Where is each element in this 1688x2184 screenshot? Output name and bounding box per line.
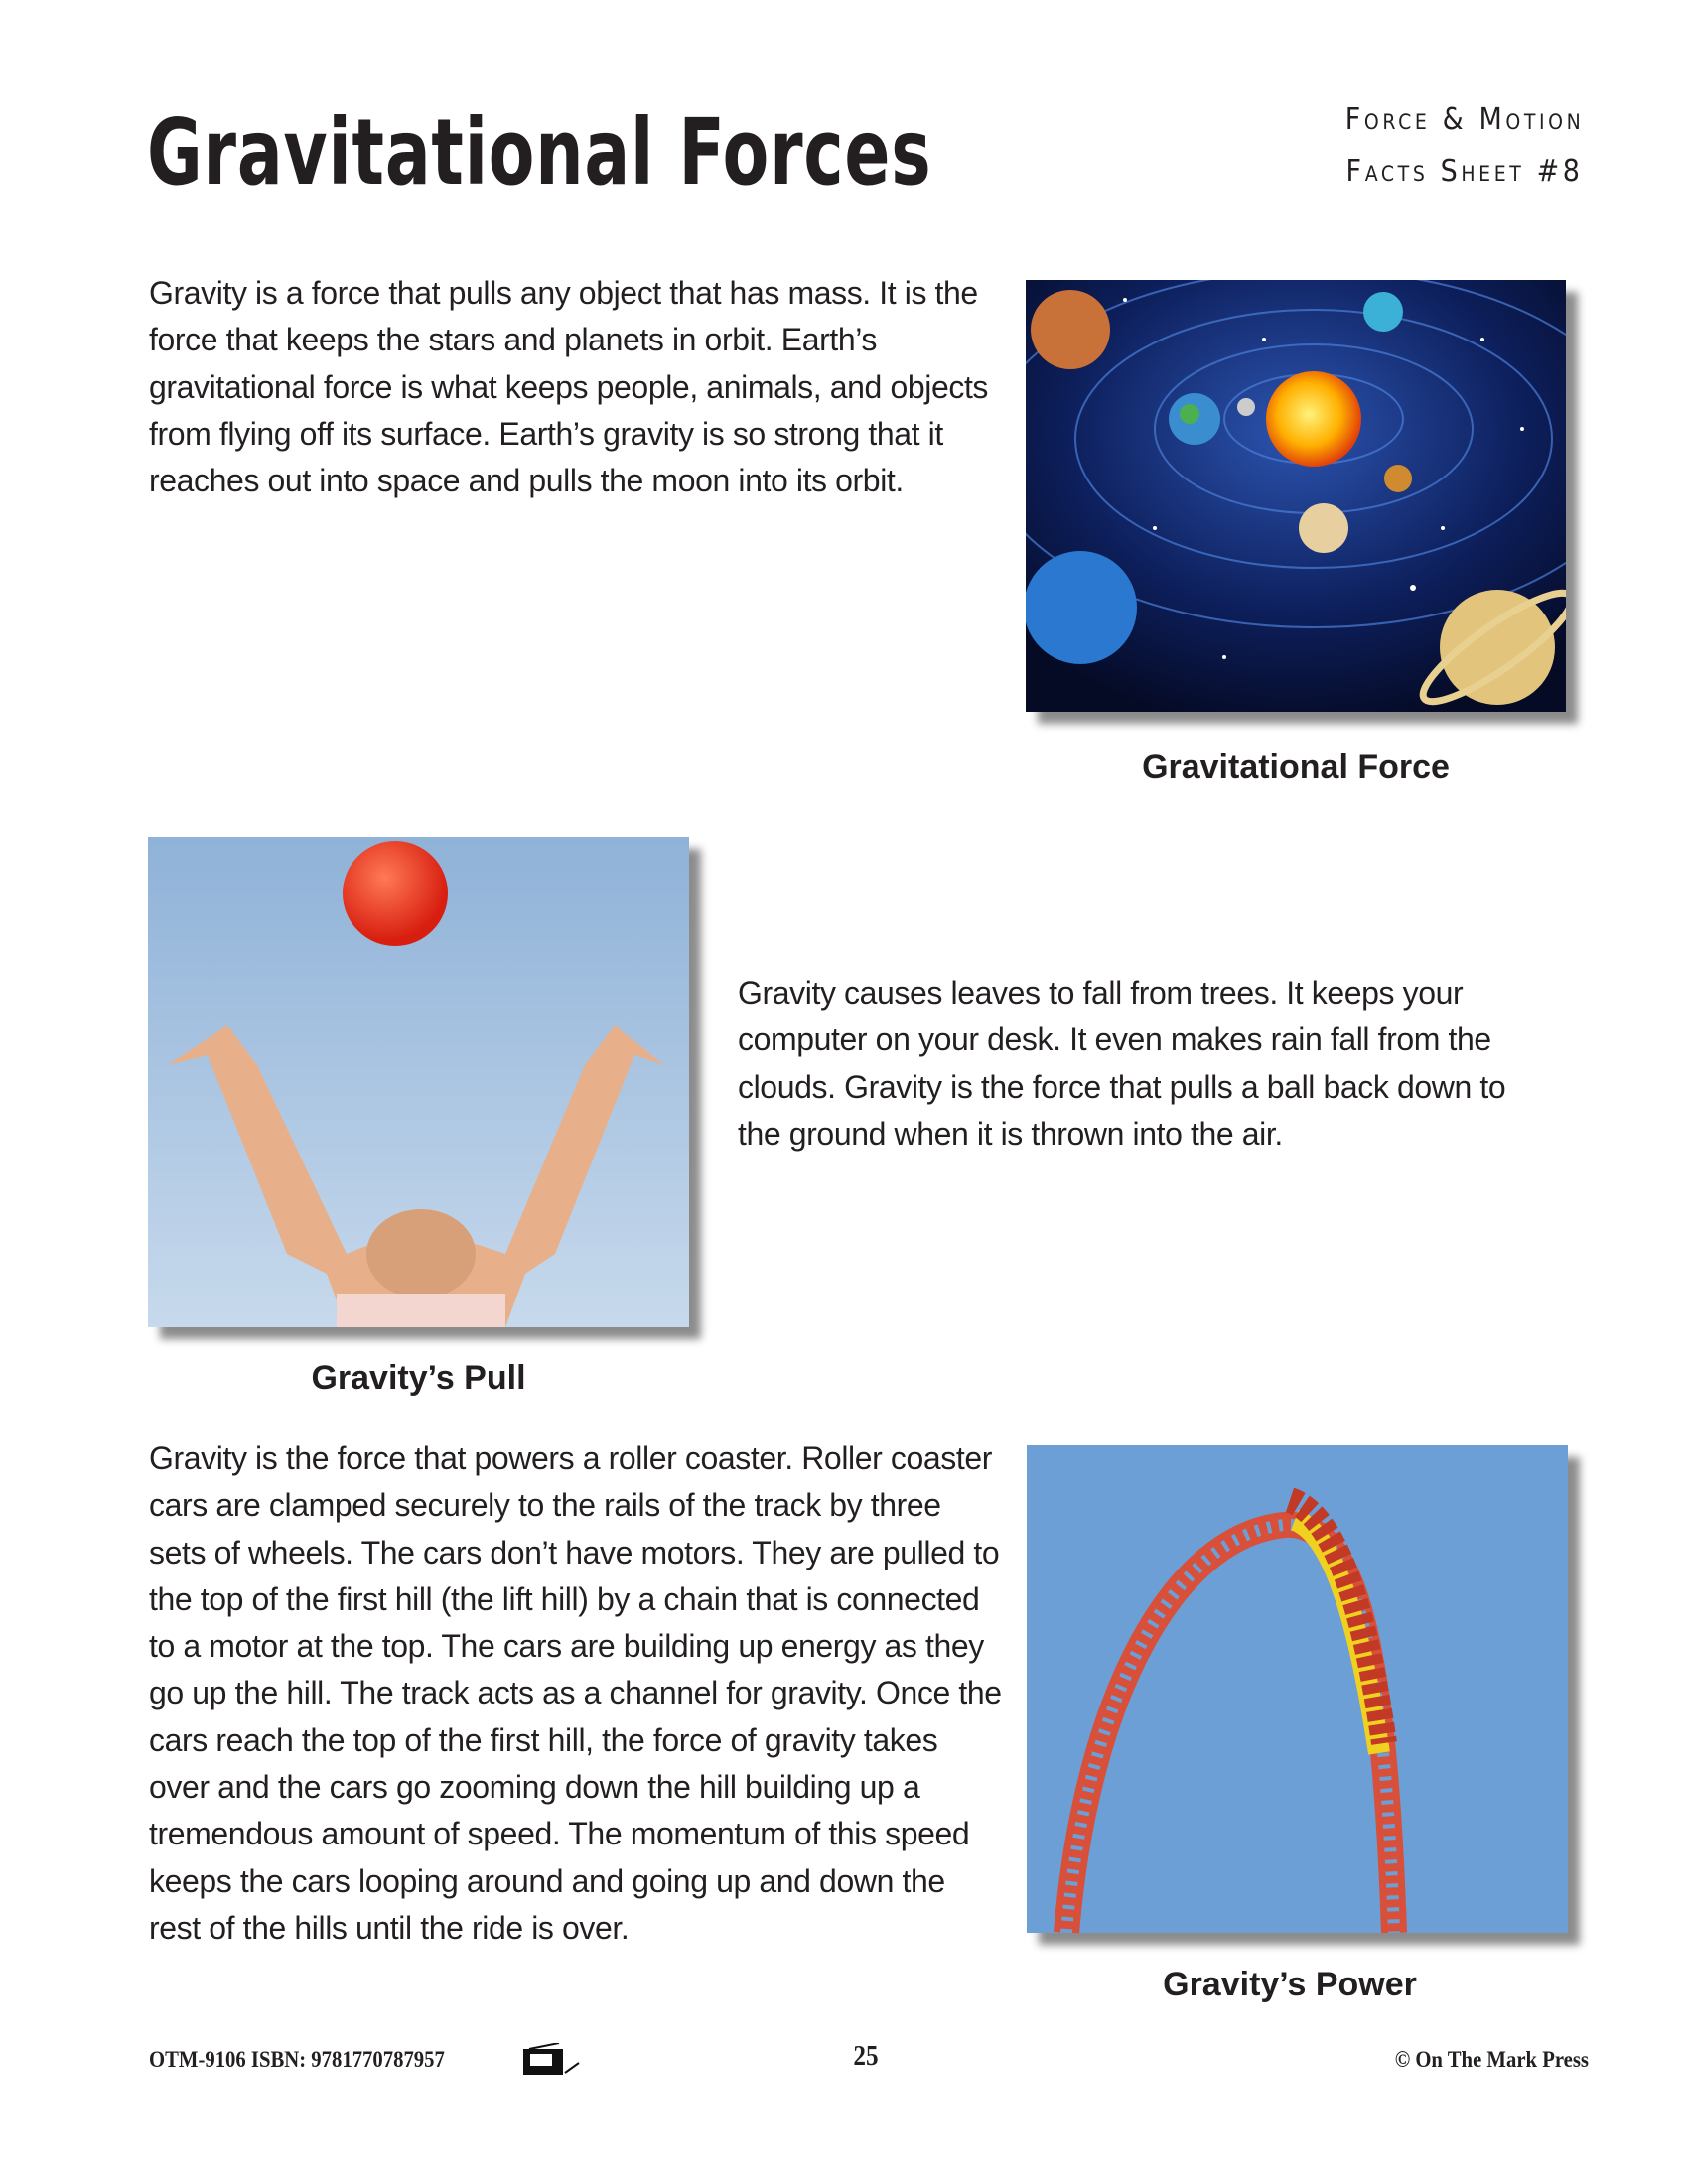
page-number: 25 [853,2041,879,2072]
caption-gravitys-pull: Gravity’s Pull [311,1359,526,1397]
series-name: Force & Motion [1344,102,1584,137]
page-title: Gravitational Forces [147,99,932,205]
paragraph-roller-coaster: Gravity is the force that powers a roller coaster. Roller coaster cars are clamped securely to the rails of the track by three sets of wheels. The cars don’t have motors. They are pulled to the top of the first hill (the lift hill) by a chain that is connected to a motor at the top. The cars are building up energy as they go up the hill. The track acts as a channel for gravity. Once the cars reach the top of the first hill, the force of gravity takes over and the cars go zooming down the hill building up a tremendous amount of speed. The momentum of this speed keeps the cars looping around and going up and down the rest of the hills until the ride is over. [149,1440,1002,1946]
copyright: © On The Mark Press [1394,2047,1589,2072]
paragraph-gravity-intro: Gravity is a force that pulls any object that has mass. It is the force that keeps the stars and planets in orbit. Earth’s gravitational force is what keeps people, animals, and objects from flying off its surface. Earth’s gravity is so strong that it reaches out into space and pulls the moon into its orbit. [149,275,989,499]
paragraph-everyday-gravity: Gravity causes leaves to fall from trees. It keeps your computer on your desk. It even makes rain fall from the clouds. Gravity is the force that pulls a ball back down to the ground when it is thrown into the air. [738,975,1506,1152]
ball-toss-image [148,837,689,1327]
caption-gravitys-power: Gravity’s Power [1163,1966,1417,2003]
caption-gravitational-force: Gravitational Force [1142,749,1450,786]
footer-code: OTM-9106 ISBN: 9781770787957 [149,2047,445,2072]
roller-coaster-image [1027,1445,1568,1933]
sheet-number: Facts Sheet #8 [1345,154,1584,189]
reproducible-icon [521,2043,585,2075]
solar-system-image [1026,280,1566,712]
